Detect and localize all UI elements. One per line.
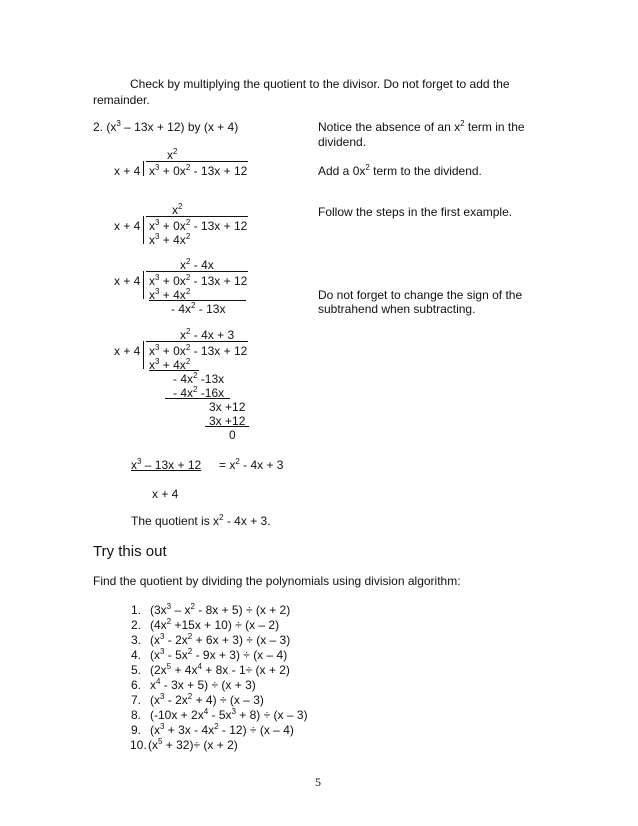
subtraction-line (149, 370, 199, 371)
example-2-problem: 2. $(x^3 - 13x + 12)$ by (x + 4) (93, 119, 239, 134)
note-change-sign: Do not forget to change the sign of the (318, 288, 523, 302)
exercise-item: $(x^3 - 2x^2 + 6x + 3) \div (x - 3)$ (150, 632, 291, 647)
note-change-sign-2: subtrahend when subtracting. (318, 302, 476, 316)
division-bracket-side (143, 271, 144, 299)
exercise-item: $(x^3 - 2x^2 + 4) \div (x - 3)$ (150, 692, 264, 707)
divisor: x + 4 (114, 164, 141, 178)
check-numerator: $x^3 - 13x + 12$ (131, 457, 202, 472)
divisor: x + 4 (114, 219, 141, 233)
division-bracket-top (146, 271, 248, 272)
final-remainder: 0 (229, 428, 236, 442)
subtrahend-1: $x^3 + 4x^2$ (149, 287, 191, 302)
section-heading: Try this out (93, 543, 167, 560)
conclusion: The quotient is $x^2 - 4x + 3$. (131, 513, 271, 528)
remainder-2: 3x +12 (209, 400, 246, 414)
exercise-item: $(-10x + 2x^4 - 5x^3 + 8) \div (x - 3)$ (150, 707, 308, 722)
subtraction-line (149, 300, 246, 301)
subtrahend-1: $x^3 + 4x^2$ (149, 357, 191, 372)
exercise-item: $(x^5 + 32)\div (x + 2)$ (148, 737, 238, 752)
page-number: 5 (315, 775, 321, 789)
quotient-step-3: $x^2 - 4x$ (180, 257, 214, 272)
dividend: $x^3 + 0x^2 - 13x + 12$ (149, 273, 248, 288)
exercise-number: 10. (130, 738, 147, 752)
dividend: $x^3 + 0x^2 - 13x + 12$ (149, 163, 248, 178)
subtrahend-2: - $4x^2$ -16x (173, 385, 225, 400)
note-missing-term-2: dividend. (318, 135, 367, 149)
note-add-zero-term: Add a $0x^2$ term to the dividend. (318, 163, 482, 178)
exercise-number: 6. (131, 678, 142, 692)
instruction: Find the quotient by dividing the polynomials using division algorithm: (93, 574, 461, 588)
subtrahend-3: 3x +12 (209, 414, 246, 428)
quotient-step-2: $x^2$ (172, 202, 183, 217)
exercise-number: 8. (131, 708, 142, 722)
exercise-number: 5. (131, 663, 142, 677)
division-bracket-top (146, 341, 248, 342)
remainder-1: - $4x^2 - 13x$ (171, 301, 226, 316)
note-missing-term: Notice the absence of an $x^2$ term in the (318, 119, 525, 134)
exercise-number: 1. (131, 603, 142, 617)
exercise-item: $(3x^3 - x^2 - 8x + 5) \div (x + 2)$ (150, 602, 291, 617)
quotient-final: $x^2 - 4x + 3$ (180, 327, 235, 342)
exercise-item: $x^4 - 3x + 5) \div (x + 3)$ (150, 677, 256, 692)
intro-line-2: remainder. (93, 93, 150, 107)
dividend: $x^3 + 0x^2 - 13x + 12$ (149, 343, 248, 358)
exercise-number: 7. (131, 693, 142, 707)
check-denominator: x + 4 (152, 487, 179, 501)
division-bracket-side (143, 341, 144, 369)
quotient-step-1: $x^2$ (167, 147, 178, 162)
division-bracket-top (146, 161, 248, 162)
exercise-number: 4. (131, 648, 142, 662)
divisor: x + 4 (114, 274, 141, 288)
exercise-number: 9. (131, 723, 142, 737)
dividend: $x^3 + 0x^2 - 13x + 12$ (149, 218, 248, 233)
exercise-item: ($2x^5 + 4x^4 + 8x - 1\div (x + 2)$ (150, 662, 290, 677)
remainder-1: - $4x^2$ -13x (173, 371, 225, 386)
exercise-number: 2. (131, 618, 142, 632)
exercise-number: 3. (131, 633, 142, 647)
division-bracket-top (146, 216, 248, 217)
subtraction-line (165, 398, 230, 399)
subtrahend-1: $x^3 + 4x^2$ (149, 232, 191, 247)
exercise-item: $(x^3 - 5x^2 - 9x + 3) \div (x - 4)$ (150, 647, 288, 662)
divisor: x + 4 (114, 344, 141, 358)
division-bracket-side (143, 161, 144, 176)
intro-line-1: Check by multiplying the quotient to the divisor. Do not forget to add the (130, 77, 510, 91)
note-follow-steps: Follow the steps in the first example. (318, 205, 513, 219)
subtraction-line (205, 426, 249, 427)
exercise-item: $(x^3 + 3x - 4x^2 - 12) \div (x - 4)$ (150, 722, 294, 737)
division-bracket-side (143, 216, 144, 244)
check-result: = $x^2 - 4x + 3$ (219, 457, 284, 472)
exercise-item: $(4x^2 +15x + 10) \div (x - 2)$ (150, 617, 280, 632)
